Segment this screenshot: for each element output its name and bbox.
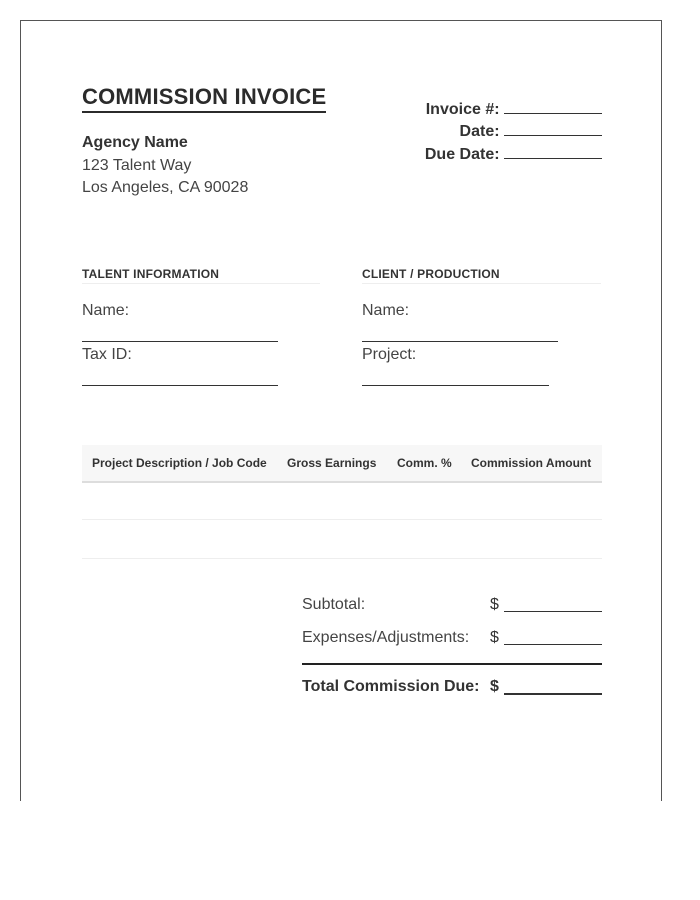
invoice-title: COMMISSION INVOICE <box>82 84 326 113</box>
due-date-field[interactable] <box>504 144 602 159</box>
client-name-label: Name: <box>362 302 410 319</box>
invoice-number-row <box>426 99 602 119</box>
invoice-date-row <box>460 121 602 141</box>
talent-name-field[interactable] <box>82 341 278 342</box>
invoice-number-field[interactable] <box>504 99 602 114</box>
expenses-currency: $ <box>490 629 499 646</box>
invoice-date-field[interactable] <box>504 121 602 136</box>
column-header-description: Project Description / Job Code <box>92 456 267 470</box>
expenses-field[interactable] <box>504 644 602 645</box>
talent-section-divider <box>82 283 320 284</box>
total-commission-currency: $ <box>490 678 499 695</box>
agency-address-line2: Los Angeles, CA 90028 <box>82 179 249 196</box>
agency-address-line1: 123 Talent Way <box>82 157 192 174</box>
line-items-table-header <box>82 445 602 483</box>
totals-divider <box>302 663 602 665</box>
talent-taxid-label: Tax ID: <box>82 346 132 363</box>
talent-name-label: Name: <box>82 302 130 319</box>
total-commission-field[interactable] <box>504 693 602 695</box>
talent-section-heading: TALENT INFORMATION <box>82 267 220 281</box>
client-section-divider <box>362 283 601 284</box>
client-section-heading: CLIENT / PRODUCTION <box>362 267 500 281</box>
invoice-number-label: Invoice #: <box>425 101 500 118</box>
column-header-gross-earnings: Gross Earnings <box>287 456 377 470</box>
due-date-row <box>425 144 602 164</box>
client-project-field[interactable] <box>362 385 549 386</box>
client-name-field[interactable] <box>362 341 558 342</box>
subtotal-currency: $ <box>490 596 499 613</box>
client-project-label: Project: <box>362 346 417 363</box>
due-date-label: Due Date: <box>424 146 500 163</box>
subtotal-label: Subtotal: <box>302 596 366 613</box>
table-row[interactable] <box>82 519 602 520</box>
agency-name: Agency Name <box>82 134 188 151</box>
subtotal-field[interactable] <box>504 611 602 612</box>
talent-taxid-field[interactable] <box>82 385 278 386</box>
total-commission-label: Total Commission Due: <box>302 678 480 695</box>
column-header-commission-percent: Comm. % <box>397 456 452 470</box>
invoice-date-label: Date: <box>459 123 500 140</box>
invoice-page <box>20 20 662 801</box>
expenses-label: Expenses/Adjustments: <box>302 629 470 646</box>
table-row[interactable] <box>82 558 602 559</box>
column-header-commission-amount: Commission Amount <box>471 456 592 470</box>
